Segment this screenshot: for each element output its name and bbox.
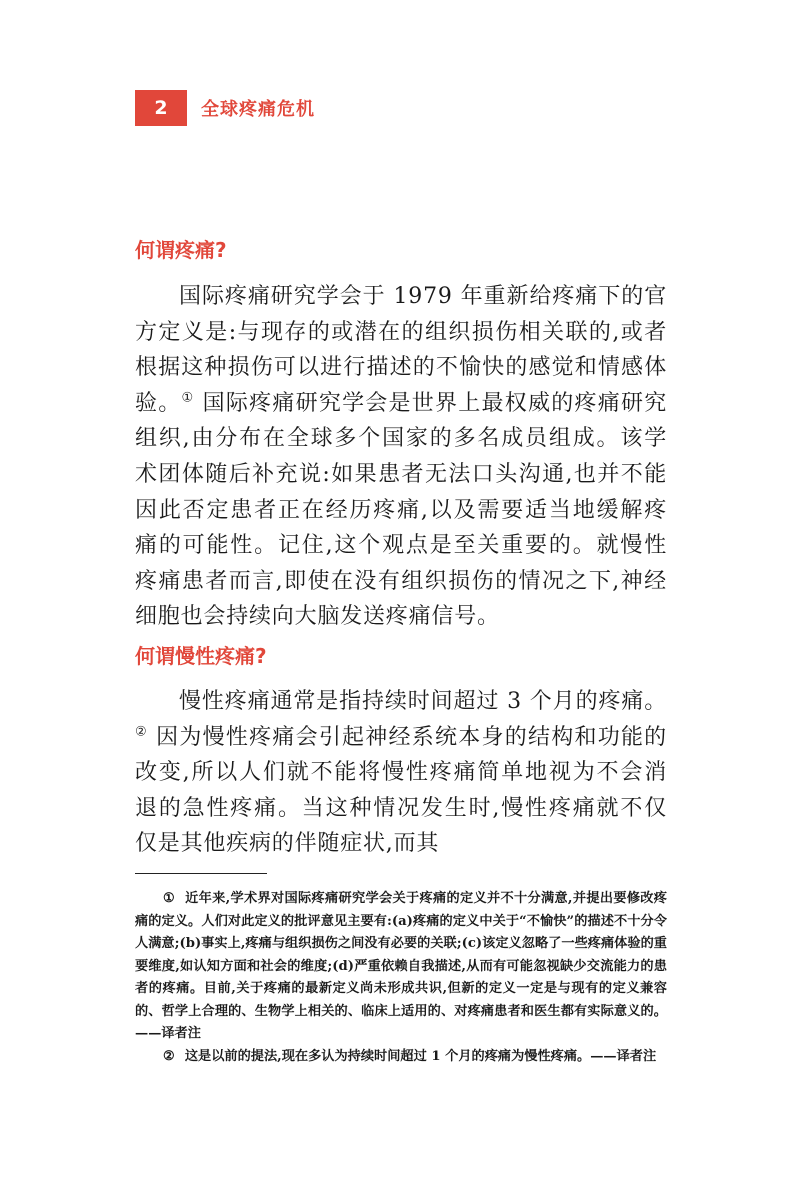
- footnote-text: 近年来,学术界对国际疼痛研究学会关于疼痛的定义并不十分满意,并提出要修改疼痛的定义。人们对此定义的批评意见主要有:(a)疼痛的定义中关于“不愉快”的描述不十分令人满意;(b)事实上,疼痛与组织损伤之间没有必要的关联;(c)该定义忽略了一些疼痛体验的重要维度,如认知方面和社会的维度;(d)严重依赖自我描述,从而有可能忽视缺少交流能力的患者的疼痛。目前,关于疼痛的最新定义尚未形成共识,但新的定义一定是与现有的定义兼容的、哲学上合理的、生物学上相关的、临床上适用的、对疼痛患者和医生都有实际意义的。——译者注: [135, 891, 667, 1041]
- footnote-2: [135, 1046, 667, 1069]
- page-header: [135, 90, 315, 126]
- footnote-1: [135, 888, 667, 1046]
- footnote-ref-1[interactable]: ①: [181, 390, 195, 406]
- footnote-text: 这是以前的提法,现在多认为持续时间超过 1 个月的疼痛为慢性疼痛。——译者注: [184, 1048, 657, 1064]
- footnote-divider: [135, 873, 267, 874]
- page-number: 2: [135, 90, 187, 126]
- section-heading-chronic-pain: 何谓慢性疼痛?: [135, 644, 267, 668]
- footnotes: [135, 888, 667, 1068]
- paragraph-text: 国际疼痛研究学会是世界上最权威的疼痛研究组织,由分布在全球多个国家的多名成员组成。该学术团体随后补充说:如果患者无法口头沟通,也并不能因此否定患者正在经历疼痛,以及需要适当地缓解疼痛的可能性。记住,这个观点是至关重要的。就慢性疼痛患者而言,即使在没有组织损伤的情况之下,神经细胞也会持续向大脑发送疼痛信号。: [135, 390, 667, 630]
- footnote-ref-2[interactable]: ②: [135, 724, 148, 740]
- paragraph-pain-definition: [135, 279, 667, 635]
- section-heading-pain: 何谓疼痛?: [135, 238, 227, 262]
- running-title: 全球疼痛危机: [201, 99, 315, 120]
- paragraph-text: 国际疼痛研究学会于 1979 年重新给疼痛下的官方定义是:与现存的或潜在的组织损伤相关联的,或者根据这种损伤可以进行描述的不愉快的感觉和情感体验。: [135, 284, 667, 416]
- paragraph-text: 慢性疼痛通常是指持续时间超过 3 个月的疼痛。: [179, 689, 667, 714]
- paragraph-chronic-pain: [135, 684, 667, 862]
- footnote-mark: ①: [163, 891, 176, 906]
- paragraph-text: 因为慢性疼痛会引起神经系统本身的结构和功能的改变,所以人们就不能将慢性疼痛简单地视为不会消退的急性疼痛。当这种情况发生时,慢性疼痛就不仅仅是其他疾病的伴随症状,而其: [135, 724, 667, 857]
- footnote-mark: ②: [163, 1048, 175, 1064]
